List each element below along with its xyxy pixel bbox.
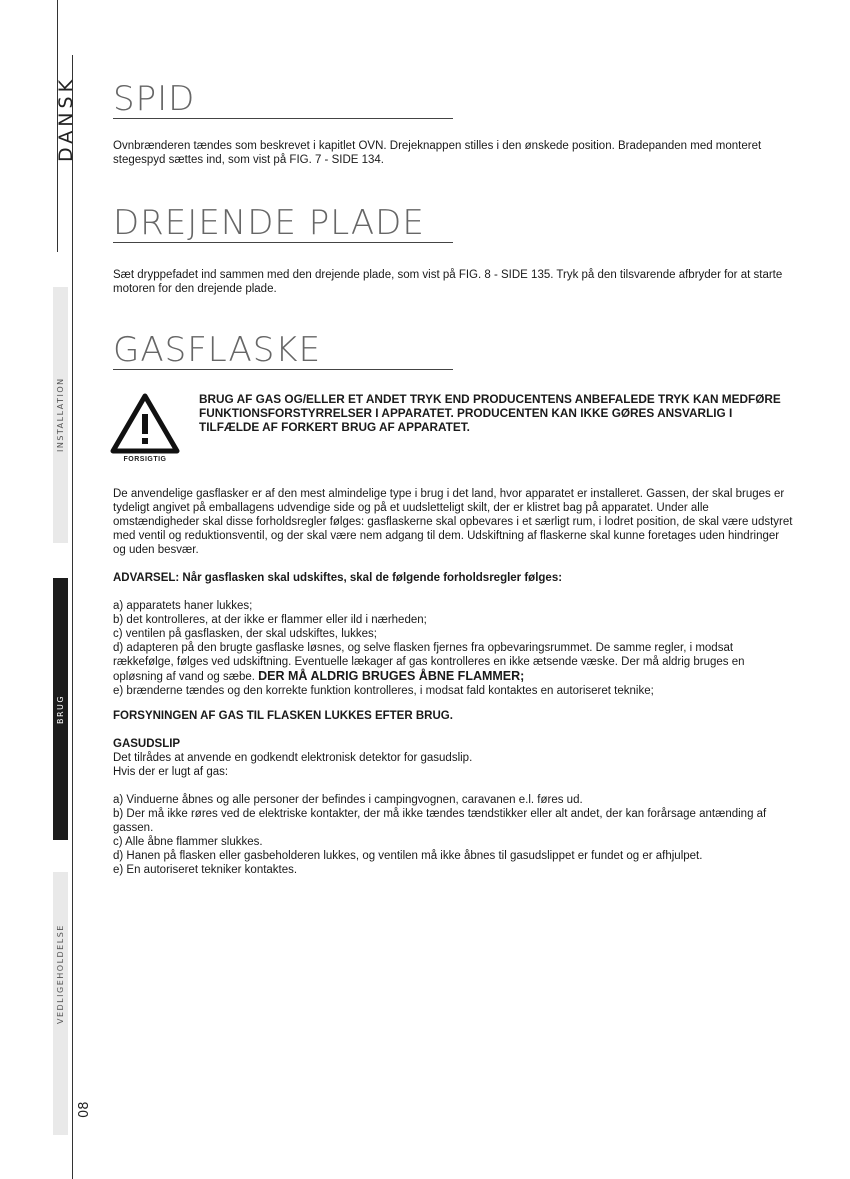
- gasflaske-intro: De anvendelige gasflasker er af den mest almindelige type i brug i det land, hvor apparatet er installeret. Gassen, der skal bruges er tydeligt angivet på emballagens udvendige side og på et uudsletteligt skilt, der er klistret bag på apparatet. Under alle omstændigheder skal disse forholdsregler følges: gasflaskerne skal opbevares i et særligt rum, i lodret position, de skal være udstyret med ventil og reduktionsventil, og der skal være nem adgang til dem. Udskiftning af flaskerne skal kunne foretages uden hindringer og uden besvær.: [113, 488, 793, 556]
- list-item: e) brænderne tændes og den korrekte funktion kontrolleres, i modsat fald kontaktes en autoriseret teknike;: [113, 685, 654, 697]
- heading-spid: SPID: [113, 82, 453, 119]
- warning-text: BRUG AF GAS OG/ELLER ET ANDET TRYK END PRODUCENTENS ANBEFALEDE TRYK KAN MEDFØRE FUNKTIONSFORSTYRRELSER I APPARATET. PRODUCENTEN KAN IKKE GØRES ANSVARLIG I TILFÆLDE AF FORKERT BRUG AF APPARATET.: [199, 392, 781, 434]
- language-label: DANSK: [55, 75, 77, 162]
- no-open-flames-warning: DER MÅ ALDRIG BRUGES ÅBNE FLAMMER;: [258, 669, 525, 683]
- plade-text: Sæt dryppefadet ind sammen med den drejende plade, som vist på FIG. 8 - SIDE 135. Tryk på den tilsvarende afbryder for at starte motoren for den drejende plade.: [113, 269, 783, 295]
- gasudslip-section: [113, 737, 793, 877]
- list-item: a) apparatets haner lukkes;: [113, 600, 253, 612]
- forsyning-notice: FORSYNINGEN AF GAS TIL FLASKEN LUKKES EFTER BRUG.: [113, 710, 453, 722]
- list-item: e) En autoriseret tekniker kontaktes.: [113, 864, 298, 876]
- list-item: b) Der må ikke røres ved de elektriske kontakter, der må ikke tændes tændstikker eller alt andet, der kan forårsage antænding af gassen.: [113, 808, 767, 834]
- list-item: a) Vinduerne åbnes og alle personer der befindes i campingvognen, caravanen e.l. føres ud.: [113, 794, 583, 806]
- list-item: c) ventilen på gasflasken, der skal udskiftes, lukkes;: [113, 628, 377, 640]
- spid-text: Ovnbrænderen tændes som beskrevet i kapitlet OVN. Drejeknappen stilles i den ønskede position. Bradepanden med monteret stegespyd sættes ind, som vist på FIG. 7 - SIDE 134.: [113, 140, 762, 166]
- page-number: 08: [77, 1101, 92, 1118]
- gasudslip-line: Hvis der er lugt af gas:: [113, 766, 229, 778]
- advarsel-steps: [113, 599, 793, 698]
- warning-label: FORSIGTIG: [123, 456, 167, 463]
- list-item: c) Alle åbne flammer slukkes.: [113, 836, 263, 848]
- sidebar-divider: [72, 55, 73, 1179]
- list-item: b) det kontrolleres, at der ikke er flammer eller ild i nærheden;: [113, 614, 427, 626]
- list-item: d) Hanen på flasken eller gasbeholderen lukkes, og ventilen må ikke åbnes til gasudslippet er fundet og er afhjulpet.: [113, 850, 703, 862]
- tab-brug-label: BRUG: [56, 694, 65, 724]
- heading-gasflaske: GASFLASKE: [113, 333, 453, 370]
- warning-sign: [110, 392, 180, 470]
- advarsel-heading: ADVARSEL: Når gasflasken skal udskiftes, skal de følgende forholdsregler følges:: [113, 572, 563, 584]
- tab-vedligeholdelse-label: VEDLIGEHOLDELSE: [56, 924, 65, 1024]
- warning-triangle-icon: [110, 392, 180, 454]
- tab-installation-label: INSTALLATION: [56, 377, 65, 452]
- list-item: d) adapteren på den brugte gasflaske løsnes, og selve flasken fjernes fra opbevaringsrummet. De samme regler, i modsat rækkefølge, følges ved udskiftning. Eventuelle lækager af gas kontrolleres en ikke ætsende væske. Der må aldrig bruges en opløsning af vand og sæbe. DER MÅ ALDRIG BRUGES ÅBNE FLAMMER;: [113, 642, 745, 683]
- gasudslip-heading: GASUDSLIP: [113, 738, 181, 750]
- gasudslip-line: Det tilrådes at anvende en godkendt elektronisk detektor for gasudslip.: [113, 752, 473, 764]
- heading-drejende-plade: DREJENDE PLADE: [113, 206, 453, 243]
- spacer: [113, 779, 793, 793]
